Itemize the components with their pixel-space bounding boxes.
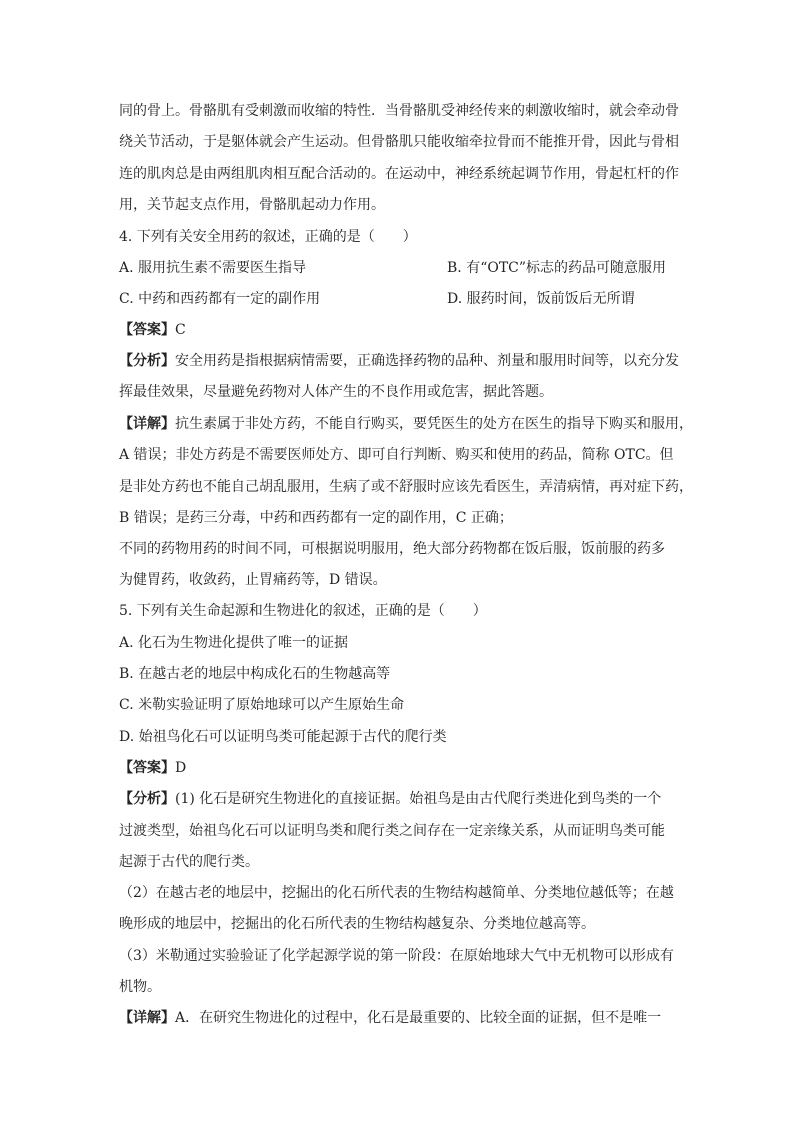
- answer-value: D: [175, 760, 187, 776]
- paragraph-line: 连的肌肉总是由两组肌肉相互配合活动的。在运动中，神经系统起调节作用，骨起杠杆的作: [119, 166, 679, 182]
- q4-answer: [119, 320, 186, 340]
- q5-analysis-line: 晚形成的地层中，挖掘出的化石所代表的生物结构越复杂、分类地位越高等。: [119, 916, 595, 932]
- q5-analysis-line: （2）在越古老的地层中，挖掘出的化石所代表的生物结构越简单、分类地位越低等；在越: [119, 885, 674, 901]
- q5-option-a: A. 化石为生物进化提供了唯一的证据: [119, 635, 349, 651]
- q4-detail-line: 为健胃药，收敛药，止胃痛药等，D 错误。: [119, 572, 387, 588]
- q4-detail-line: 不同的药物用药的时间不同，可根据说明服用，绝大部分药物都在饭后服，饭前服的药多: [119, 541, 665, 557]
- detail-text: 抗生素属于非处方药，不能自行购买，要凭医生的处方在医生的指导下购买和服用，: [175, 416, 693, 432]
- q5-detail-line: [119, 1008, 661, 1028]
- q4-analysis-line: [119, 351, 679, 371]
- q4-detail-line: B 错误；是药三分毒，中药和西药都有一定的副作用，C 正确；: [119, 510, 513, 526]
- q4-option-d: D. 服药时间，饭前饭后无所谓: [447, 291, 635, 307]
- q4-option-c: C. 中药和西药都有一定的副作用: [119, 291, 321, 307]
- analysis-text: (1) 化石是研究生物进化的直接证据。始祖鸟是由古代爬行类进化到鸟类的一个: [175, 791, 662, 807]
- q5-option-d: D. 始祖鸟化石可以证明鸟类可能起源于古代的爬行类: [119, 729, 447, 745]
- q4-detail-line: A 错误；非处方药是不需要医师处方、即可自行判断、购买和使用的药品，简称 OTC。但: [119, 447, 674, 463]
- q4-analysis-line: 挥最佳效果，尽量避免药物对人体产生的不良作用或危害，据此答题。: [119, 384, 553, 400]
- q5-answer: [119, 758, 186, 778]
- detail-tag: 【详解】: [119, 1010, 175, 1026]
- q4-option-a: A. 服用抗生素不需要医生指导: [119, 260, 307, 276]
- paragraph-line: 用，关节起支点作用，骨骼肌起动力作用。: [119, 197, 385, 213]
- q4-detail-line: [119, 414, 693, 434]
- q5-analysis-line: 过渡类型，始祖鸟化石可以证明鸟类和爬行类之间存在一定亲缘关系，从而证明鸟类可能: [119, 823, 665, 839]
- paragraph-line: 同的骨上。骨骼肌有受刺激而收缩的特性．当骨骼肌受神经传来的刺激收缩时，就会牵动骨: [119, 103, 679, 119]
- detail-text: A．在研究生物进化的过程中，化石是最重要的、比较全面的证据，但不是唯一: [175, 1010, 662, 1026]
- q5-analysis-line: 起源于古代的爬行类。: [119, 854, 259, 870]
- q5-analysis-line: （3）米勒通过实验验证了化学起源学说的第一阶段：在原始地球大气中无机物可以形成有: [119, 948, 674, 964]
- answer-tag: 【答案】: [119, 760, 175, 776]
- paragraph-line: 绕关节活动，于是躯体就会产生运动。但骨骼肌只能收缩牵拉骨而不能推开骨，因此与骨相: [119, 134, 679, 150]
- q4-option-b: B. 有“OTC”标志的药品可随意服用: [447, 260, 667, 276]
- q4-detail-line: 是非处方药也不能自己胡乱服用，生病了或不舒服时应该先看医生，弄清病情，再对症下药，: [119, 479, 693, 495]
- detail-tag: 【详解】: [119, 416, 175, 432]
- answer-value: C: [175, 322, 186, 338]
- question-5-stem: 5. 下列有关生命起源和生物进化的叙述，正确的是（ ）: [119, 603, 487, 619]
- analysis-tag: 【分析】: [119, 791, 175, 807]
- q5-option-c: C. 米勒实验证明了原始地球可以产生原始生命: [119, 697, 405, 713]
- analysis-tag: 【分析】: [119, 353, 175, 369]
- q5-analysis-line: 机物。: [119, 979, 161, 995]
- q5-option-b: B. 在越古老的地层中构成化石的生物越高等: [119, 666, 391, 682]
- q5-analysis-line: [119, 789, 661, 809]
- question-4-stem: 4. 下列有关安全用药的叙述，正确的是（ ）: [119, 229, 417, 245]
- answer-tag: 【答案】: [119, 322, 175, 338]
- analysis-text: 安全用药是指根据病情需要，正确选择药物的品种、剂量和服用时间等，以充分发: [175, 353, 679, 369]
